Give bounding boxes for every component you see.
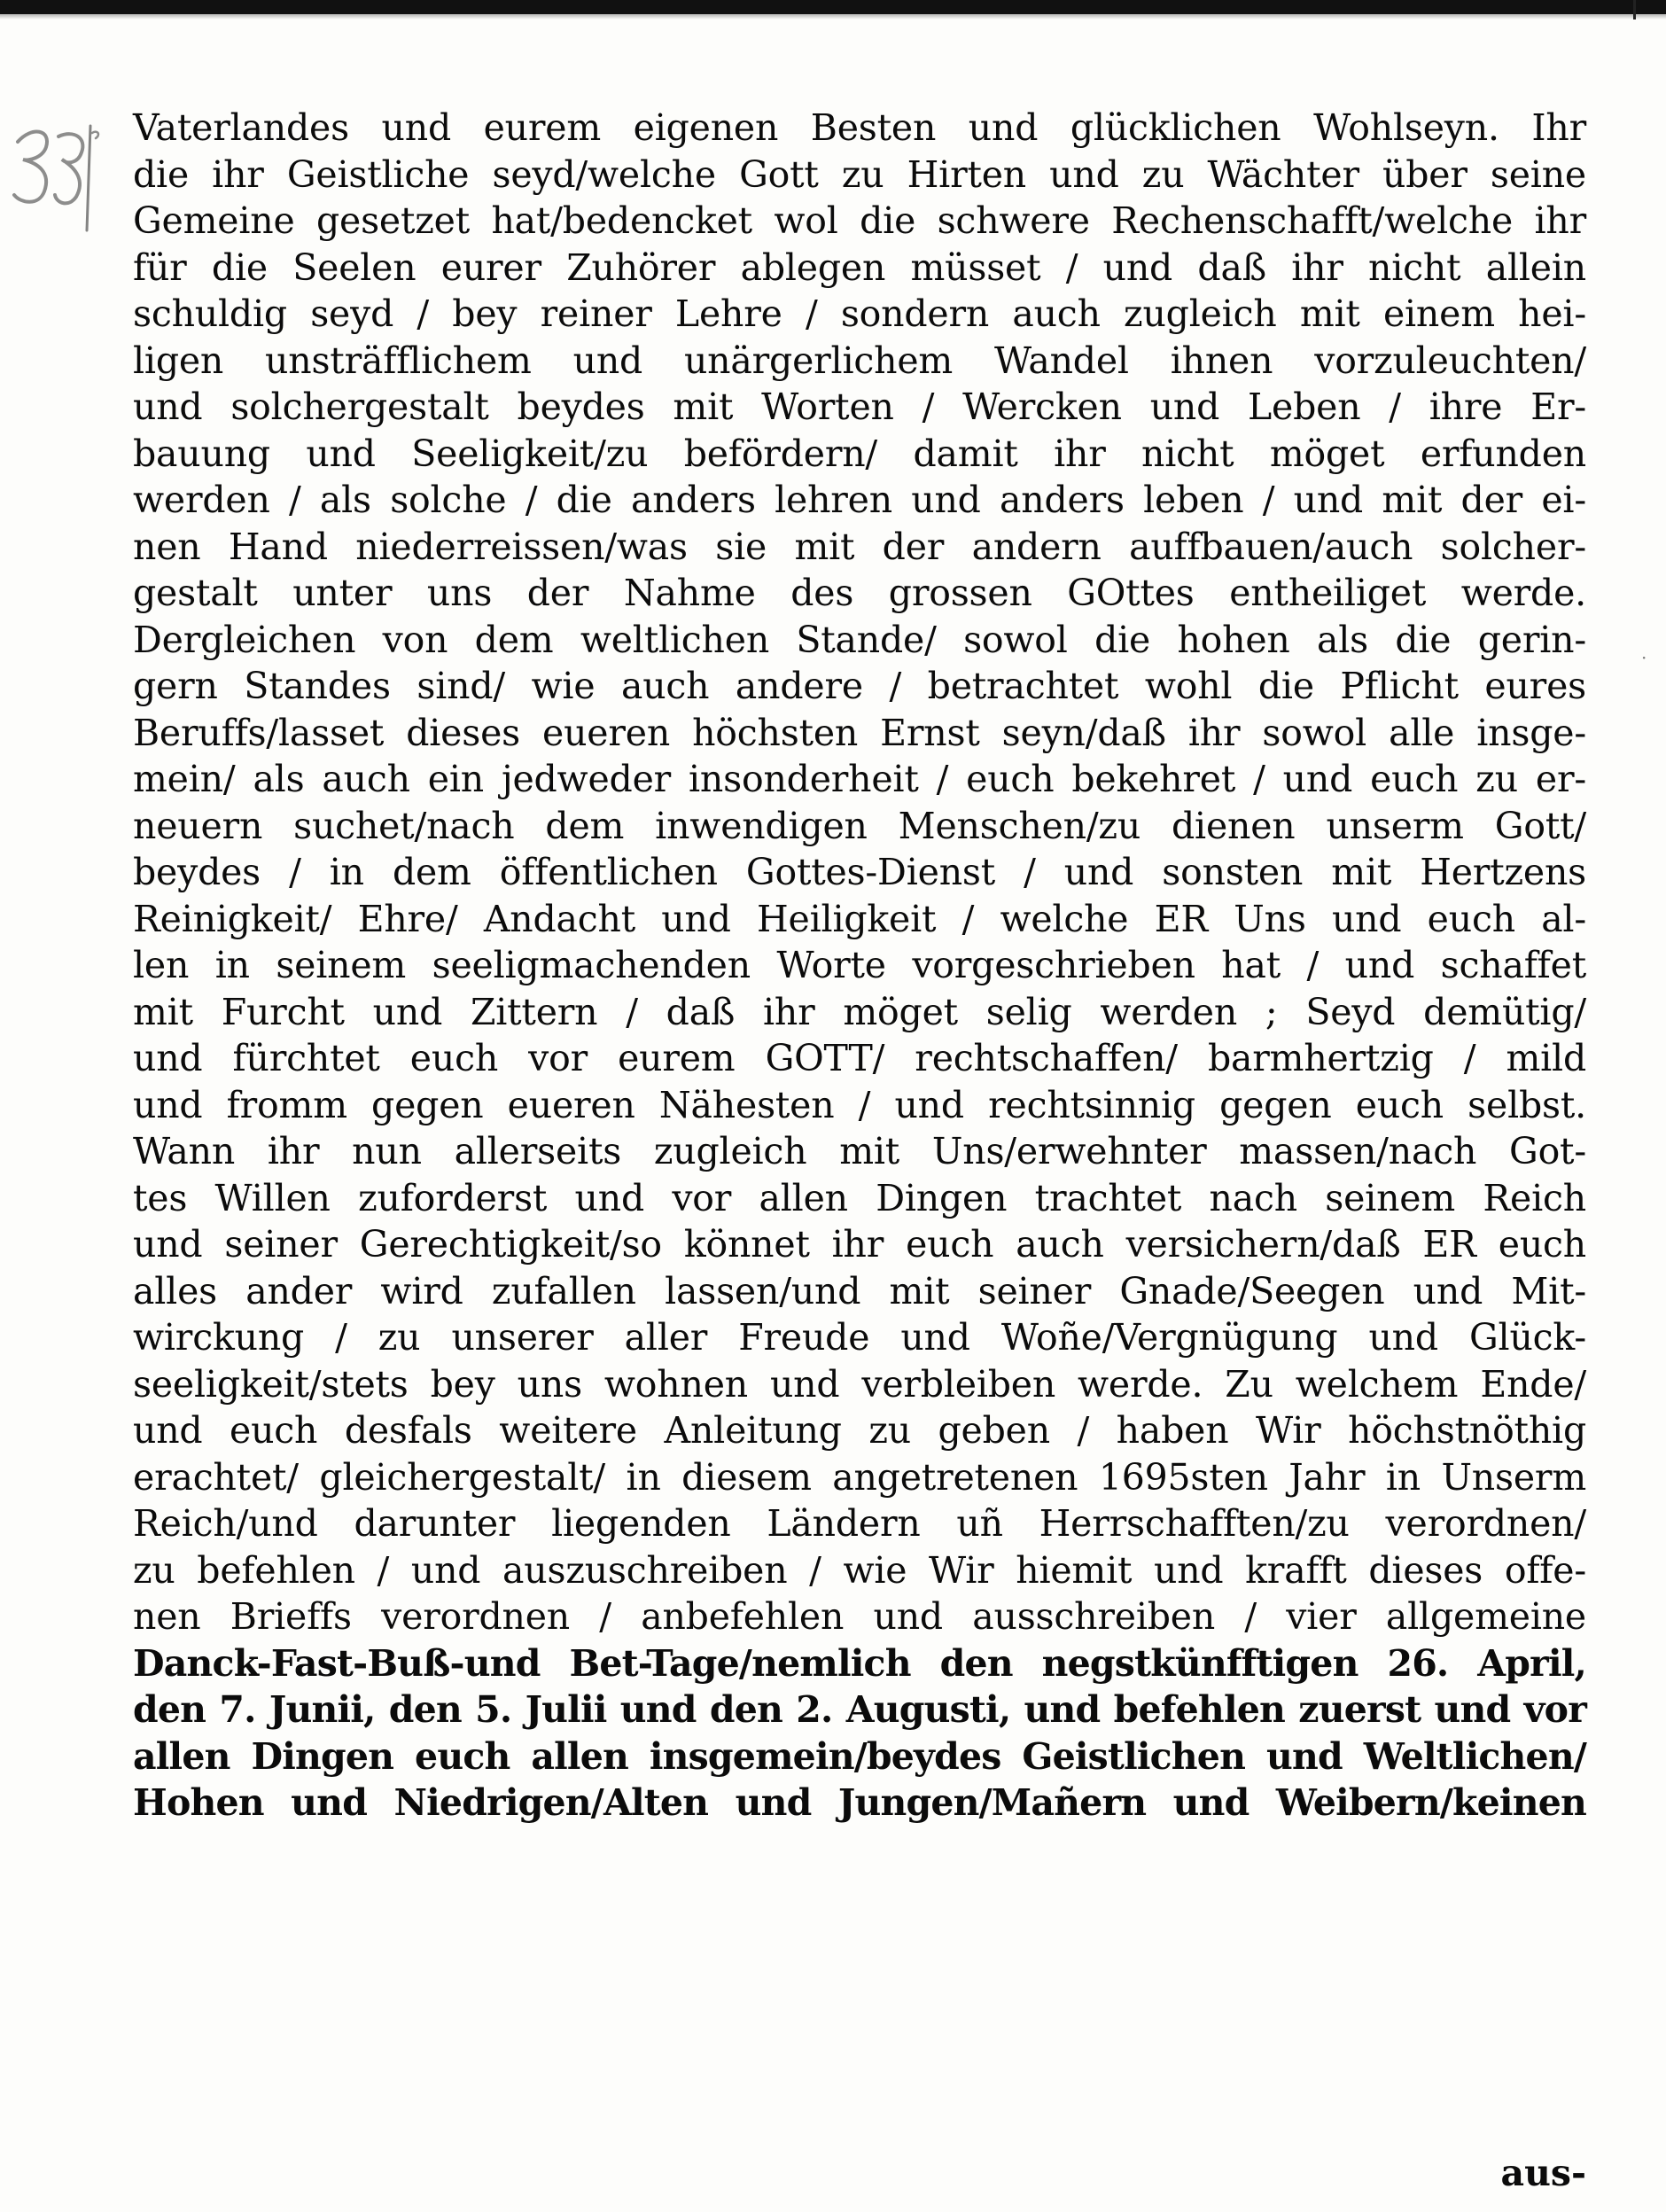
text-line: beydes / in dem öffentlichen Gottes-Dienst / und sonsten mit Hertzens [133, 851, 1586, 893]
text-line: len in seinem seeligmachenden Worte vorgeschrieben hat / und schaffet [133, 944, 1586, 986]
text-line: seeligkeit/stets bey uns wohnen und verbleiben werde. Zu welchem Ende/ [133, 1362, 1586, 1406]
text-line: tes Willen zuforderst und vor allen Dingen trachtet nach seinem Reich [133, 1176, 1586, 1219]
text-line: und fürchtet euch vor eurem GOTT/ rechtschaffen/ barmhertzig / mild [133, 1037, 1586, 1079]
text-line: für die Seelen eurer Zuhörer ablegen müsset / und daß ihr nicht allein [133, 245, 1586, 289]
text-line: den 7. Junii, den 5. Julii und den 2. Augusti, und befehlen zuerst und vor [133, 1688, 1586, 1731]
text-line: und solchergestalt beydes mit Worten / Wercken und Leben / ihre Er- [133, 386, 1586, 428]
body-text [133, 105, 1586, 1826]
text-line: Danck-Fast-Buß-und Bet-Tage/nemlich den negstkünfftigen 26. April, [133, 1641, 1586, 1685]
text-line: neuern suchet/nach dem inwendigen Menschen/zu dienen unserm Gott/ [133, 804, 1586, 847]
page-corner-mark [1633, 0, 1661, 19]
text-line: alles ander wird zufallen lassen/und mit seiner Gnade/Seegen und Mit- [133, 1269, 1586, 1312]
text-line: allen Dingen euch allen insgemein/beydes Geistlichen und Weltlichen/ [133, 1734, 1586, 1778]
catchword: aus- [1500, 2152, 1586, 2194]
text-line: Wann ihr nun allerseits zugleich mit Uns/erwehnter massen/nach Got- [133, 1130, 1586, 1172]
text-line: Gemeine gesetzet hat/bedencket wol die schwere Rechenschafft/welche ihr [133, 199, 1586, 242]
top-border-shadow [0, 14, 1666, 19]
text-line: Hohen und Niedrigen/Alten und Jungen/Mañern und Weibern/keinen [133, 1781, 1586, 1824]
text-line: Reinigkeit/ Ehre/ Andacht und Heiligkeit / welche ER Uns und euch al- [133, 897, 1586, 940]
handwritten-folio-mark [5, 117, 103, 232]
text-line: Vaterlandes und eurem eigenen Besten und glücklichen Wohlseyn. Ihr [133, 106, 1586, 149]
text-line: Dergleichen von dem weltlichen Stande/ sowol die hohen als die gerin- [133, 618, 1586, 661]
text-line: gern Standes sind/ wie auch andere / betrachtet wohl die Pflicht eures [133, 665, 1586, 707]
text-line: Reich/und darunter liegenden Ländern uñ Herrschafften/zu verordnen/ [133, 1502, 1586, 1545]
text-line: wirckung / zu unserer aller Freude und Woñe/Vergnügung und Glück- [133, 1316, 1586, 1359]
text-line: erachtet/ gleichergestalt/ in diesem angetretenen 1695sten Jahr in Unserm [133, 1455, 1586, 1499]
text-line: und fromm gegen eueren Nähesten / und rechtsinnig gegen euch selbst. [133, 1083, 1586, 1126]
stray-ink-mark: · [1641, 647, 1647, 668]
text-line: gestalt unter uns der Nahme des grossen GOttes entheiliget werde. [133, 572, 1586, 614]
text-line: mit Furcht und Zittern / daß ihr möget selig werden ; Seyd demütig/ [133, 990, 1586, 1033]
text-line: zu befehlen / und auszuschreiben / wie Wir hiemit und krafft dieses offe- [133, 1548, 1586, 1592]
text-line: schuldig seyd / bey reiner Lehre / sondern auch zugleich mit einem hei- [133, 292, 1586, 335]
top-border-rule [0, 0, 1666, 14]
text-line: nen Hand niederreissen/was sie mit der andern auffbauen/auch solcher- [133, 525, 1586, 568]
text-line: werden / als solche / die anders lehren und anders leben / und mit der ei- [133, 479, 1586, 521]
text-line: Beruffs/lasset dieses eueren höchsten Ernst seyn/daß ihr sowol alle insge- [133, 711, 1586, 754]
text-line: ligen unsträfflichem und unärgerlichem Wandel ihnen vorzuleuchten/ [133, 339, 1586, 382]
text-line: bauung und Seeligkeit/zu befördern/ damit ihr nicht möget erfunden [133, 432, 1586, 475]
text-line: und euch desfals weitere Anleitung zu geben / haben Wir höchstnöthig [133, 1409, 1586, 1452]
text-line: nen Brieffs verordnen / anbefehlen und ausschreiben / vier allgemeine [133, 1595, 1586, 1638]
text-line: die ihr Geistliche seyd/welche Gott zu Hirten und zu Wächter über seine [133, 152, 1586, 196]
text-line: mein/ als auch ein jedweder insonderheit / euch bekehret / und euch zu er- [133, 758, 1586, 800]
text-line: und seiner Gerechtigkeit/so könnet ihr euch auch versichern/daß ER euch [133, 1223, 1586, 1266]
